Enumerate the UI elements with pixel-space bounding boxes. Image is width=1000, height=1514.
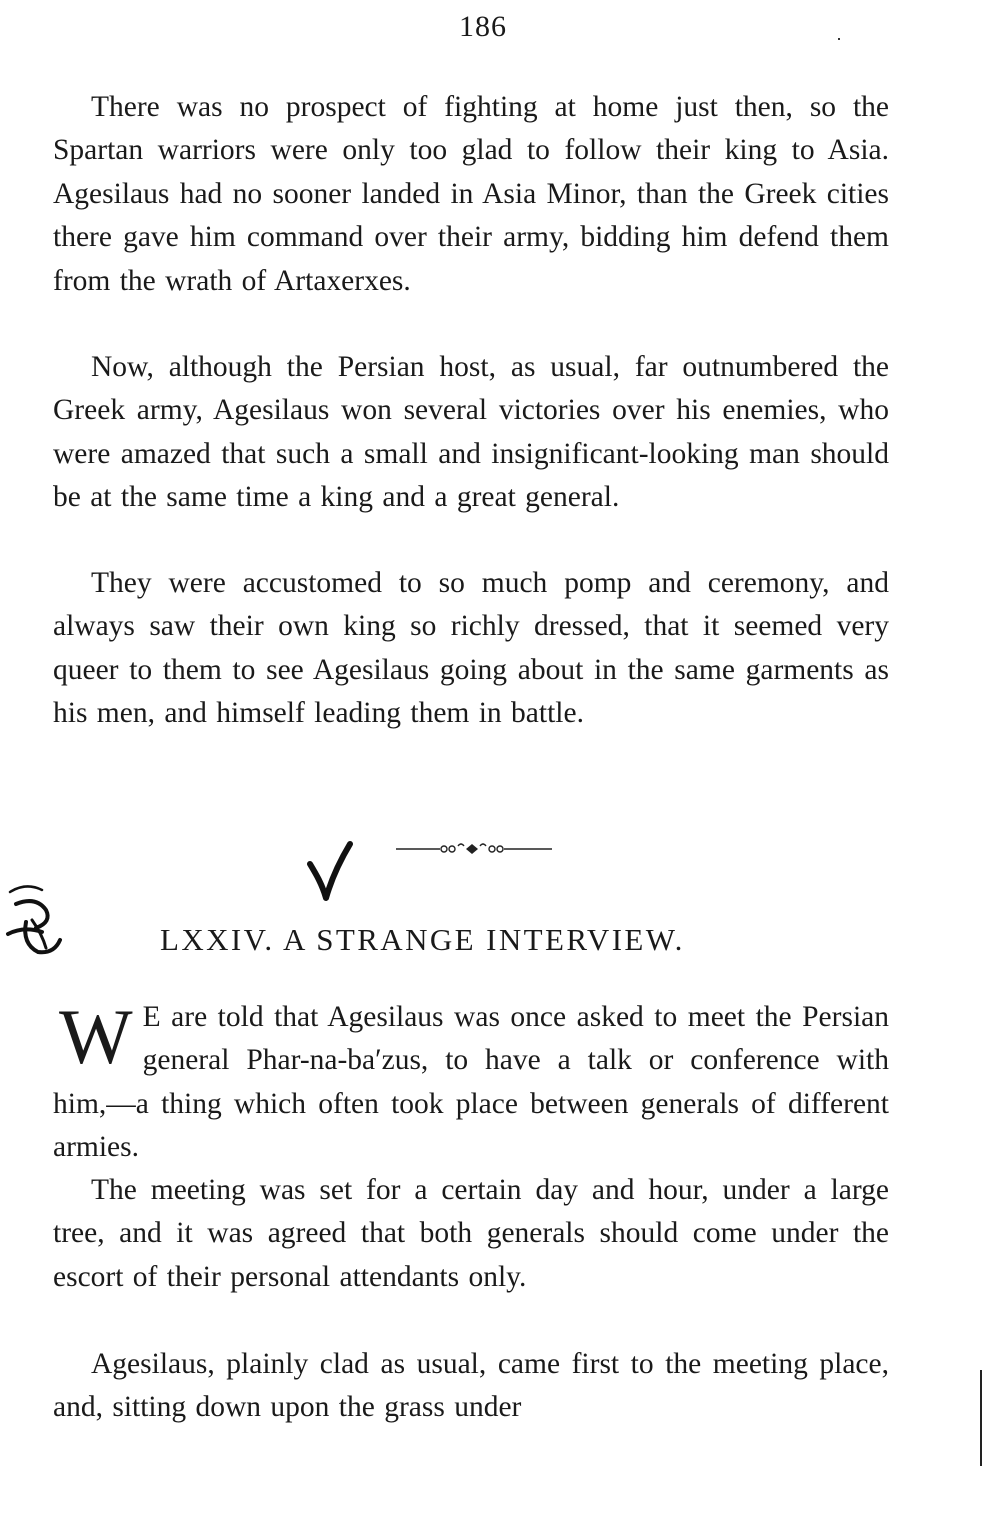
handwritten-checkmark-icon <box>306 840 356 902</box>
decorative-divider-icon <box>396 840 552 858</box>
margin-scribble-icon <box>2 882 70 962</box>
paragraph-persian-host: Now, although the Persian host, as usual, far outnumbered the Greek army, Agesilaus won several victories over his enemies, who were amazed that such a small and insignificant-looking man should be at the same time a king and a great general. <box>53 351 889 514</box>
chapter-heading: LXXIV. A STRANGE INTERVIEW. <box>160 922 685 957</box>
scan-edge-line <box>980 1370 982 1466</box>
paragraph-meeting-set: The meeting was set for a certain day and hour, under a large tree, and it was agreed that both generals should come under the escort of their personal attendants only. <box>53 1174 889 1293</box>
paragraph-agesilaus-plainly-clad: Agesilaus, plainly clad as usual, came first to the meeting place, and, sitting down upon the grass under <box>53 1348 889 1424</box>
paragraph-prospect-of-fighting: There was no prospect of fighting at home just then, so the Spartan warriors were only too glad to follow their king to Asia. Agesilaus had no sooner landed in Asia Minor, than the Greek cities there gave him command over their army, bidding him defend them from the wrath of Artaxerxes. <box>53 91 889 297</box>
chapter-opening-paragraph <box>53 993 889 1170</box>
scan-speck <box>838 38 840 40</box>
drop-cap-letter: W <box>59 993 133 1080</box>
page-number: 186 <box>459 10 507 43</box>
paragraph-pomp-and-ceremony: They were accustomed to so much pomp and ceremony, and always saw their own king so richly dressed, that it seemed very queer to them to see Agesilaus going about in the same garments as his men, and himself leading them in battle. <box>53 567 889 730</box>
chapter-opening-text: E are told that Agesilaus was once asked to meet the Persian general Phar-na-ba′zus, to have a talk or conference with him,—a thing which often took place between generals of different armies. <box>53 1001 889 1164</box>
